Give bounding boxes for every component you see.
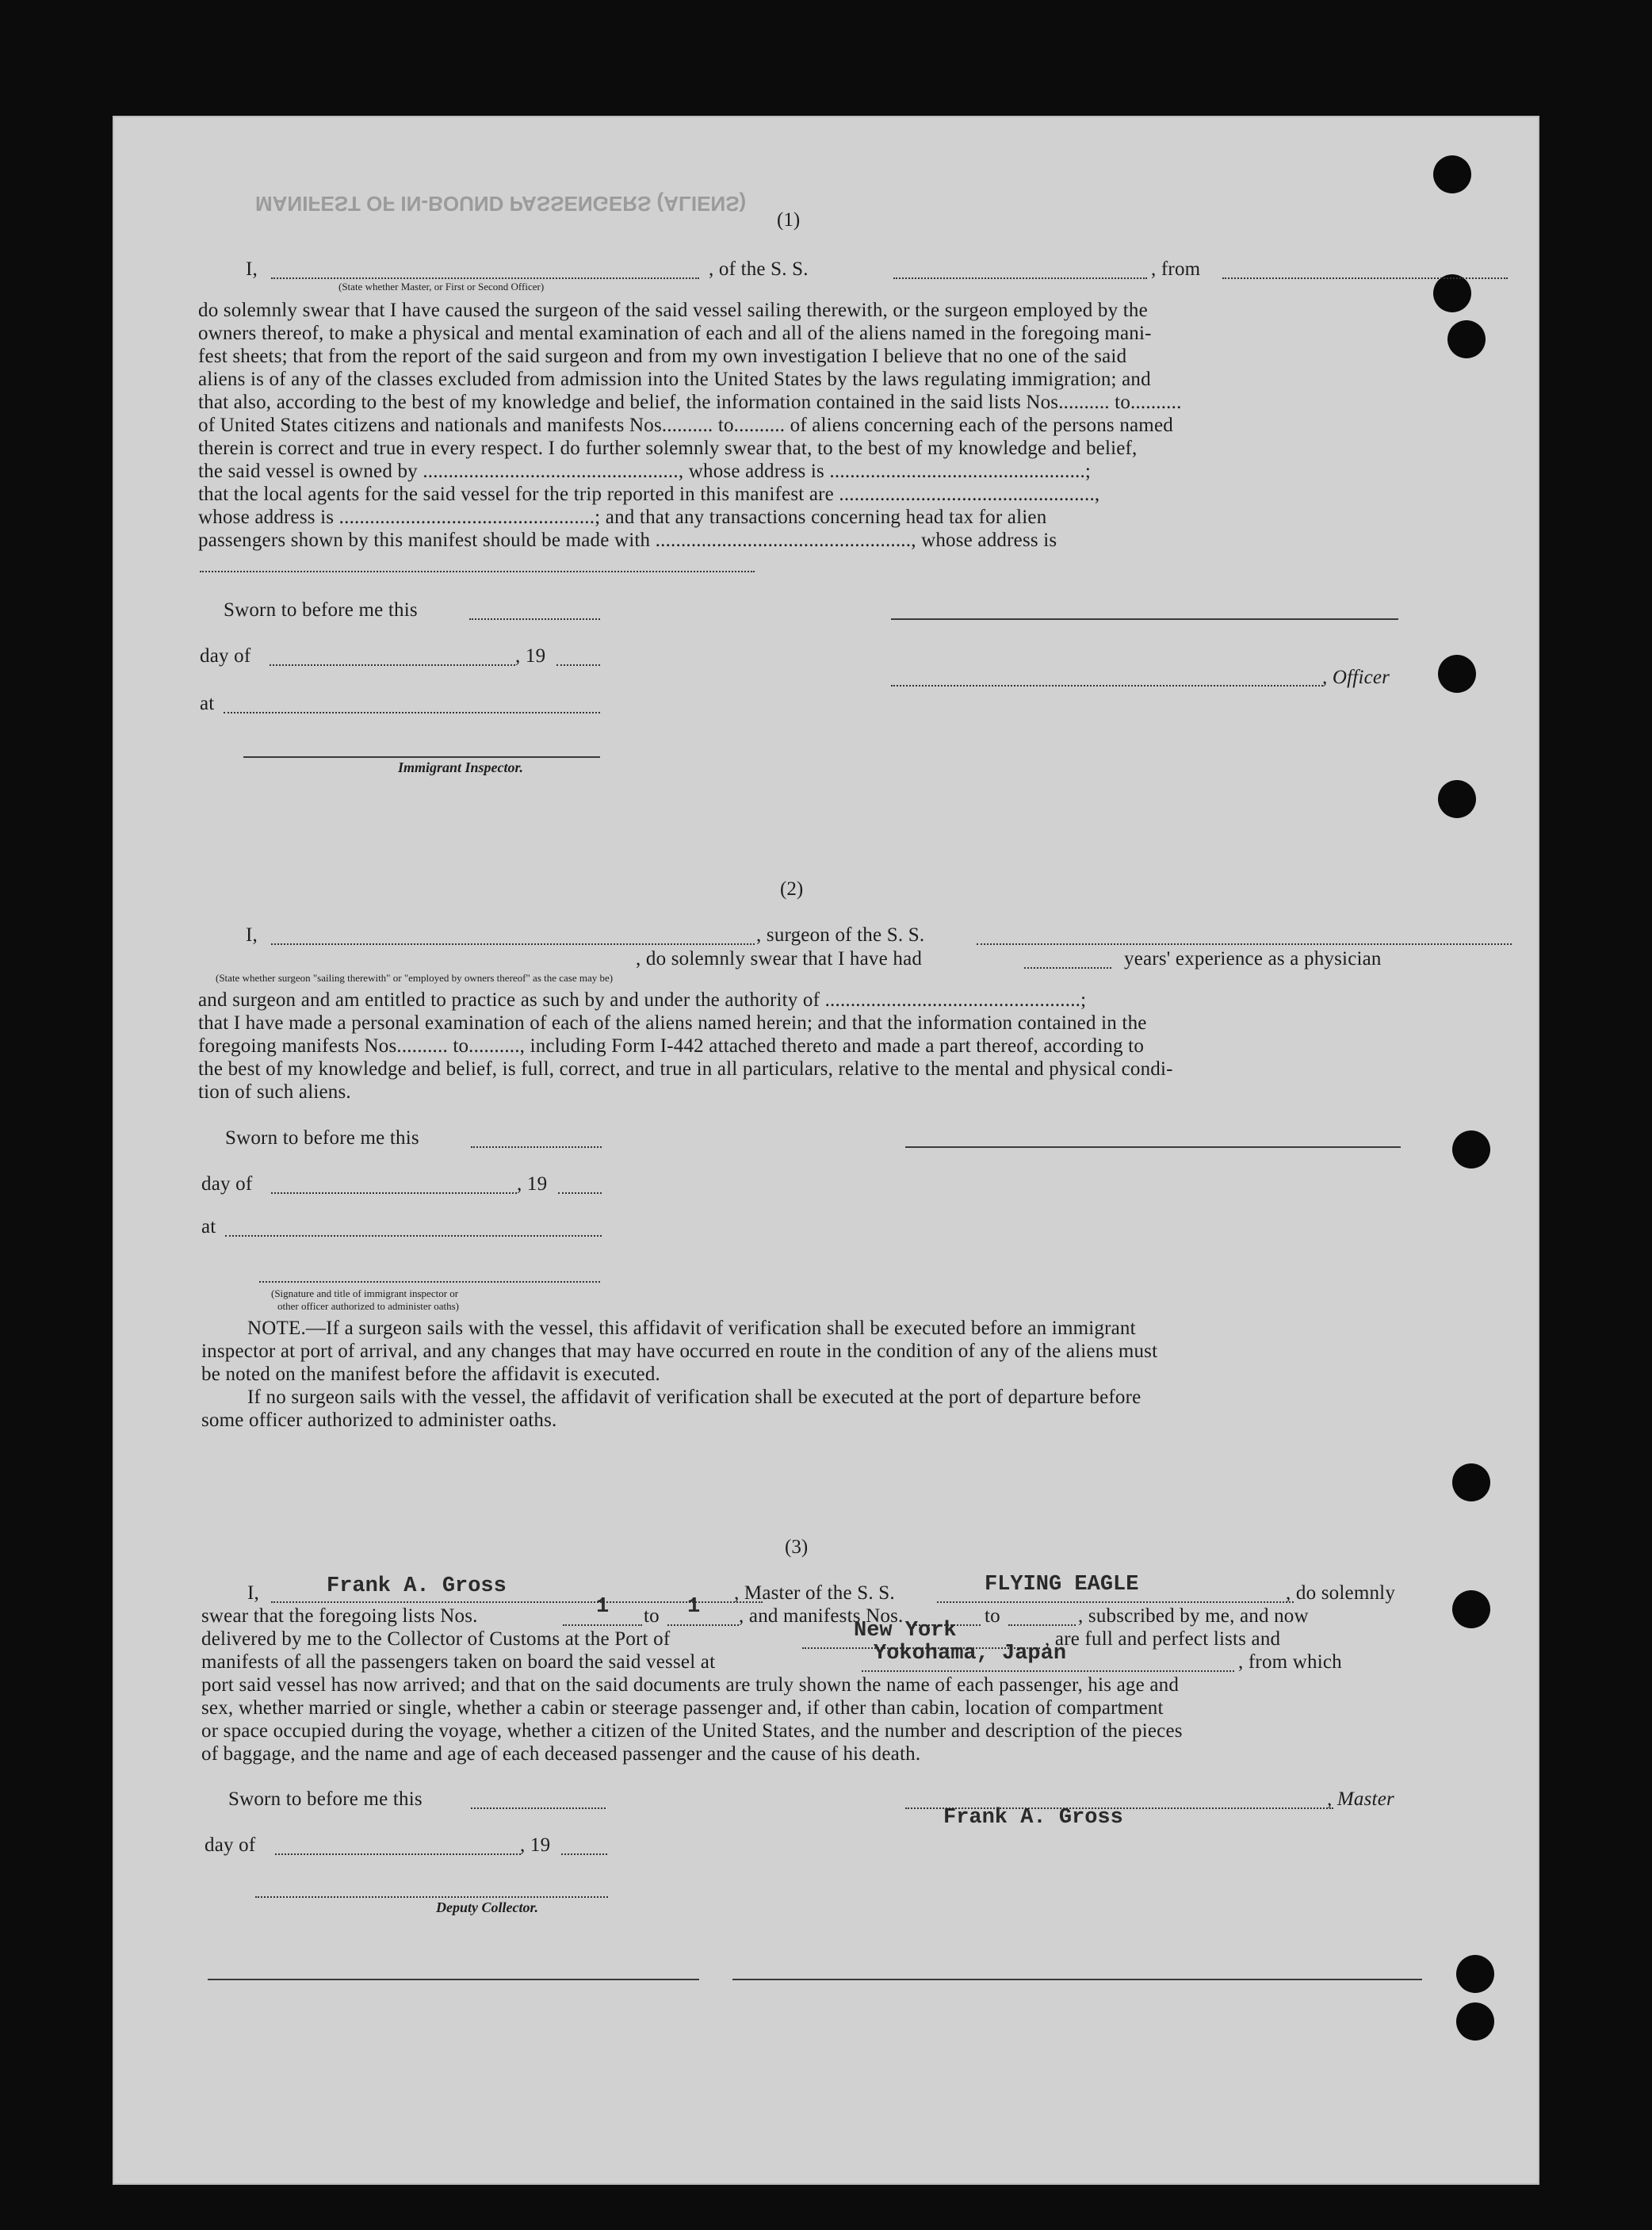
sec1-body-line: fest sheets; that from the report of the said surgeon and from my own investigation I believe that no one of the said	[198, 346, 1127, 367]
sec3-origin: Yokohama, Japan	[874, 1642, 1067, 1666]
sec3-line3a: delivered by me to the Collector of Customs at the Port of	[201, 1628, 671, 1650]
section-2-number: (2)	[780, 878, 804, 900]
sec3-line3b: , are full and perfect lists and	[1045, 1628, 1281, 1650]
sec2-at-blank	[225, 1235, 602, 1237]
sec3-list-from-blank	[563, 1624, 642, 1626]
sec3-port: New York	[854, 1619, 957, 1643]
sec3-line2a: swear that the foregoing lists Nos.	[201, 1605, 478, 1627]
sec2-body-line: foregoing manifests Nos.......... to.........., including Form I-442 attached thereto and made a part thereof, according to	[198, 1035, 1145, 1057]
sec2-years: years' experience as a physician	[1124, 948, 1382, 970]
sec1-year-blank	[556, 664, 600, 666]
sec1-officer-label: , Officer	[1322, 667, 1390, 688]
sec3-body-line: of baggage, and the name and age of each deceased passenger and the cause of his death.	[201, 1743, 921, 1765]
sec3-signature: Frank A. Gross	[943, 1806, 1123, 1830]
sec1-body-line: therein is correct and true in every respect. I do further solemnly swear that, to the best of my knowledge and belief,	[198, 438, 1138, 459]
sec3-body	[201, 1674, 1517, 1766]
sec1-body-line: whose address is ..................................................; and that any transactions concerning head tax for alien	[198, 507, 1047, 528]
sec3-year-blank	[561, 1853, 607, 1855]
sec1-body	[198, 300, 1510, 553]
sec2-body-line: tion of such aliens.	[198, 1081, 351, 1103]
sec3-deputy-blank	[255, 1896, 608, 1898]
bottom-rule-right	[732, 1979, 1422, 1980]
note-line: NOTE.—If a surgeon sails with the vessel, this affidavit of verification shall be executed before an immigrant	[247, 1318, 1136, 1339]
sec1-sworn-blank	[469, 618, 600, 620]
sec1-inspector-line	[243, 756, 600, 758]
sec1-day-blank	[270, 664, 515, 666]
sec2-inspector-blank	[259, 1281, 600, 1283]
sec2-body-line: that I have made a personal examination of each of the aliens named herein; and that the information contained in the	[198, 1012, 1147, 1034]
sec3-ship-name: FLYING EAGLE	[985, 1573, 1139, 1597]
note-line: inspector at port of arrival, and any changes that may have occurred en route in the condition of any of the aliens must	[201, 1341, 1158, 1362]
sec1-body-line: aliens is of any of the classes excluded from admission into the United States by the laws regulating immigration; and	[198, 369, 1151, 390]
sec1-body-line: that the local agents for the said vessel for the trip reported in this manifest are ..................................................,	[198, 484, 1100, 505]
binder-hole	[1452, 1130, 1490, 1169]
sec2-surgeon-of: , surgeon of the S. S.	[756, 924, 925, 946]
sec3-manifest-to-blank	[1008, 1624, 1076, 1626]
sec2-sworn-blank	[471, 1146, 602, 1148]
binder-hole	[1433, 155, 1471, 193]
sec3-19: , 19	[520, 1834, 551, 1856]
sec2-19: , 19	[517, 1173, 548, 1195]
sec1-ship-blank	[893, 277, 1147, 279]
sec2-body-line: the best of my knowledge and belief, is full, correct, and true in all particulars, relative to the mental and physical condi-	[198, 1058, 1173, 1080]
sec1-inspector-label: Immigrant Inspector.	[398, 759, 524, 775]
sec2-ship-blank	[977, 943, 1512, 945]
sec3-line4b: , from which	[1238, 1651, 1342, 1673]
sec1-master-note: (State whether Master, or First or Second Officer)	[338, 281, 545, 293]
sec3-sworn-blank	[471, 1807, 606, 1809]
bottom-rule-left	[208, 1979, 699, 1980]
sec3-ship-blank	[937, 1601, 1294, 1603]
sec2-years-blank	[1024, 967, 1111, 969]
sec3-day-blank	[275, 1853, 521, 1855]
sec1-body-line: do solemnly swear that I have caused the surgeon of the said vessel sailing therewith, or the surgeon employed by the	[198, 300, 1148, 321]
sec1-19: , 19	[515, 645, 546, 667]
sec1-master-blank	[271, 277, 699, 279]
bleed-through-header: MANIFEST OF IN-BOUND PASSENGERS (ALIENS)	[255, 192, 747, 216]
sec3-list-from: 1	[596, 1595, 610, 1619]
sec2-year-blank	[558, 1192, 602, 1194]
sec3-master-label: , Master	[1327, 1788, 1394, 1810]
sec2-sworn: Sworn to before me this	[225, 1127, 419, 1149]
sec1-at-blank	[224, 712, 600, 713]
sec3-body-line: port said vessel has now arrived; and that on the said documents are truly shown the name of each passenger, his age and	[201, 1674, 1180, 1696]
sec1-from-blank	[1222, 277, 1508, 279]
sec1-officer-sig-line	[891, 618, 1398, 620]
sec1-day-of: day of	[200, 645, 251, 667]
sec1-at: at	[200, 693, 215, 714]
note-line: be noted on the manifest before the affidavit is executed.	[201, 1364, 660, 1385]
sec3-day-of: day of	[205, 1834, 256, 1856]
sec3-master-name: Frank A. Gross	[327, 1574, 507, 1598]
sec3-line2d: , subscribed by me, and now	[1078, 1605, 1309, 1627]
sec1-body-line: that also, according to the best of my knowledge and belief, the information contained in the said lists Nos.......... to..........	[198, 392, 1182, 413]
sec3-origin-blank	[862, 1670, 1234, 1672]
sec2-sig-line	[905, 1146, 1401, 1148]
sec3-deputy-label: Deputy Collector.	[436, 1899, 538, 1915]
note-line: If no surgeon sails with the vessel, the affidavit of verification shall be executed at the port of departure before	[247, 1387, 1141, 1408]
section-3-number: (3)	[785, 1536, 809, 1558]
sec3-list-to-blank	[667, 1624, 739, 1626]
sec2-body	[198, 989, 1514, 1104]
sec3-line4a: manifests of all the passengers taken on board the said vessel at	[201, 1651, 716, 1673]
sec2-i: I,	[246, 924, 258, 946]
note-line: some officer authorized to administer oaths.	[201, 1410, 557, 1431]
binder-hole	[1456, 2002, 1494, 2041]
binder-hole	[1456, 1955, 1494, 1993]
sec3-body-line: or space occupied during the voyage, whether a citizen of the United States, and the number and description of the pieces	[201, 1720, 1183, 1742]
sec1-agent-address-blank	[200, 571, 755, 572]
sec3-line2b: , and manifests Nos.	[739, 1605, 904, 1627]
sec2-at: at	[201, 1216, 216, 1237]
sec3-master-of: , Master of the S. S.	[734, 1582, 895, 1604]
sec2-day-of: day of	[201, 1173, 253, 1195]
sec1-body-line: of United States citizens and nationals and manifests Nos.......... to.......... of aliens concerning each of the persons named	[198, 415, 1173, 436]
sec1-from: , from	[1151, 258, 1201, 280]
sec1-of-ss: , of the S. S.	[709, 258, 809, 280]
document-page	[113, 116, 1539, 2185]
sec3-list-to: 1	[687, 1595, 701, 1619]
binder-hole	[1452, 1463, 1490, 1501]
sec1-body-line: the said vessel is owned by .................................................., whose address is ..................................................;	[198, 461, 1092, 482]
sec2-signature-note-2: other officer authorized to administer oaths)	[277, 1300, 459, 1312]
sec3-line2c: to	[985, 1605, 1000, 1627]
sec2-body-line: and surgeon and am entitled to practice as such by and under the authority of ..................................................;	[198, 989, 1087, 1011]
sec3-do-solemnly: , do solemnly	[1286, 1582, 1396, 1604]
sec2-day-blank	[271, 1192, 517, 1194]
sec2-signature-note-1: (Signature and title of immigrant inspector or	[271, 1287, 459, 1299]
sec3-body-line: sex, whether married or single, whether a cabin or steerage passenger and, if other than cabin, location of compartment	[201, 1697, 1164, 1719]
binder-hole	[1438, 780, 1476, 818]
binder-hole	[1452, 1590, 1490, 1628]
sec3-sworn: Sworn to before me this	[228, 1788, 423, 1810]
sec1-i: I,	[246, 258, 258, 280]
sec2-surgeon-note: (State whether surgeon "sailing therewith" or "employed by owners thereof" as the case may be)	[216, 972, 614, 984]
sec2-swear: , do solemnly swear that I have had	[636, 948, 923, 970]
sec1-body-line: passengers shown by this manifest should be made with .................................................., whose address is	[198, 530, 1057, 551]
section-1-number: (1)	[777, 209, 801, 231]
sec2-name-blank	[271, 943, 755, 945]
binder-hole	[1438, 655, 1476, 693]
sec1-officer-blank	[891, 685, 1323, 687]
sec3-i: I,	[247, 1582, 259, 1604]
sec1-sworn: Sworn to before me this	[224, 599, 418, 621]
sec3-to: to	[644, 1605, 660, 1627]
sec1-body-line: owners thereof, to make a physical and mental examination of each and all of the aliens named in the foregoing mani-	[198, 323, 1152, 344]
